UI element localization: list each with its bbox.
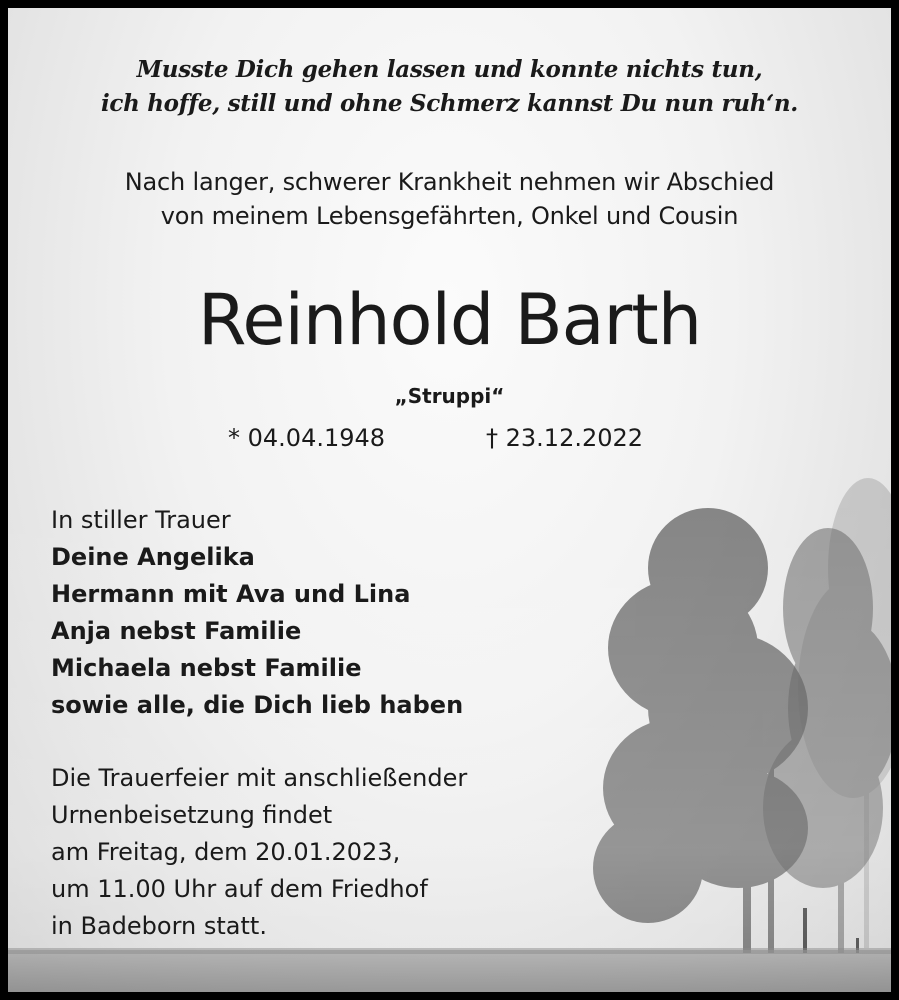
death-date: † 23.12.2022	[486, 424, 644, 452]
motto-line-1: Musste Dich gehen lassen und konnte nichts tun,	[136, 56, 763, 83]
mourners-list	[51, 502, 463, 724]
funeral-line: Die Trauerfeier mit anschließender	[51, 764, 468, 792]
birth-date: * 04.04.1948	[228, 424, 386, 452]
funeral-line: in Badeborn statt.	[51, 912, 267, 940]
mourners-lead: In stiller Trauer	[51, 506, 231, 534]
funeral-line: Urnenbeisetzung findet	[51, 801, 333, 829]
mourner-name: Anja nebst Familie	[51, 617, 302, 645]
intro-text	[8, 165, 891, 233]
mourner-name: Deine Angelika	[51, 543, 255, 571]
intro-line-1: Nach langer, schwerer Krankheit nehmen wir Abschied	[124, 168, 775, 196]
deceased-name: Reinhold Barth	[197, 279, 702, 361]
life-dates	[8, 421, 891, 455]
obituary-card	[8, 8, 891, 992]
funeral-line: am Freitag, dem 20.01.2023,	[51, 838, 401, 866]
intro-line-2: von meinem Lebensgefährten, Onkel und Cousin	[160, 202, 739, 230]
mourner-name: Hermann mit Ava und Lina	[51, 580, 411, 608]
mourner-name: Michaela nebst Familie	[51, 654, 362, 682]
funeral-line: um 11.00 Uhr auf dem Friedhof	[51, 875, 428, 903]
funeral-info	[51, 760, 571, 945]
motto-line-2: ich hoffe, still und ohne Schmerz kannst Du nun ruh‘n.	[100, 90, 799, 117]
motto-quote	[8, 53, 891, 121]
deceased-nickname: „Struppi“	[394, 384, 505, 408]
mourner-name: sowie alle, die Dich lieb haben	[51, 691, 464, 719]
